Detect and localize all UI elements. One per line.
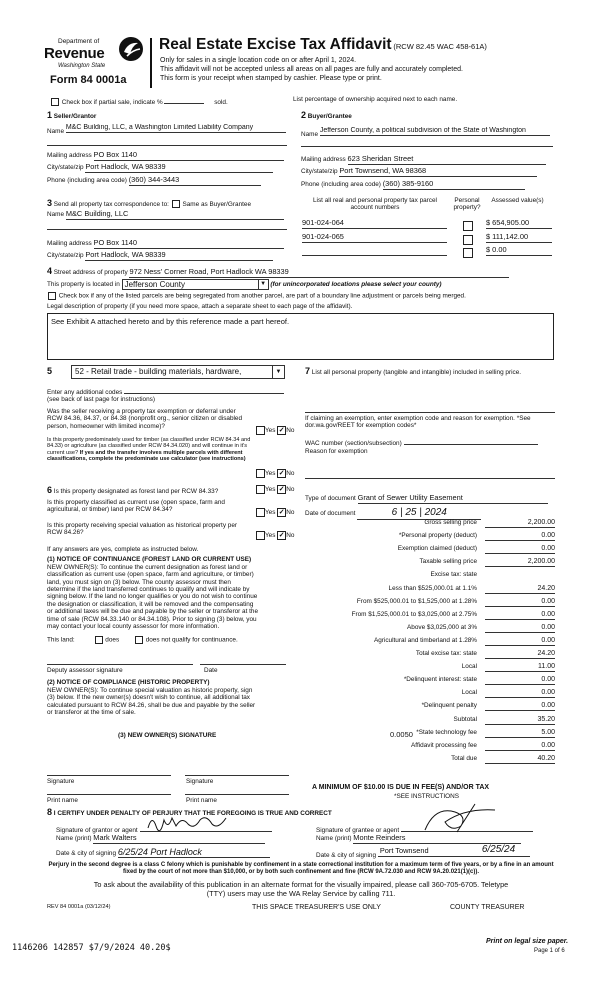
tax-row: [305, 702, 555, 713]
current-use-question: Is this property classified as current use (open space, farm and agricultural, or timber) land per RCW 84.34?: [47, 499, 225, 514]
grantee-signature-scribble: [405, 802, 515, 834]
tax-row: [305, 716, 555, 727]
correspondence-extra-line: [47, 229, 287, 230]
form-title-text: Real Estate Excise Tax Affidavit: [159, 36, 392, 53]
document-type-field[interactable]: Grant of Sewer Utility Easement: [358, 494, 548, 504]
tax-row-label: Less than $525,000.01 at 1.1%: [388, 584, 477, 592]
county-note: (for unincorporated locations please select your county): [270, 281, 442, 289]
seller-phone-field[interactable]: (360) 344-3443: [129, 176, 261, 186]
parcel-row: [302, 246, 552, 257]
current-use-no-checkbox[interactable]: ✓: [278, 509, 285, 516]
tax-row-value[interactable]: 0.00: [485, 702, 555, 711]
tax-row-value[interactable]: 0.00: [485, 742, 555, 751]
tax-row-label: Exemption claimed (deduct): [397, 545, 477, 553]
new-owner-signature-label: Signature: [47, 778, 75, 785]
buyer-mail-row: Mailing address 623 Sheridan Street: [301, 155, 553, 165]
tax-row-label: Gross selling price: [424, 519, 477, 526]
tax-row: [305, 558, 555, 569]
grantee-name-row: Name (print) Monte Reinders: [316, 834, 556, 844]
tax-row: [305, 545, 555, 556]
seller-city-row: City/state/zip Port Hadlock, WA 98339: [47, 163, 287, 173]
tax-row: [305, 611, 555, 622]
buyer-name-field[interactable]: Jefferson County, a political subdivision of the State of Washington: [320, 127, 550, 136]
tax-row-label: Subtotal: [453, 715, 477, 723]
tax-row-value[interactable]: 0.00: [485, 611, 555, 620]
dor-emblem-icon: [118, 36, 144, 62]
assessed-value-field[interactable]: $ 0.00: [486, 246, 552, 256]
deputy-signature-line: [47, 664, 193, 665]
assessed-value-field[interactable]: $ 111,142.00: [486, 233, 552, 243]
parcel-row: [302, 233, 552, 244]
exemption-question: Was the seller receiving a property tax exemption or deferral under RCW 84.36, 84.37, or 84.38 (nonprofit org., senior citizen or disabled person, homeowner with limited income)?: [47, 408, 243, 430]
current-use-yes-no: Yes ✓ No: [256, 508, 294, 517]
header-line-2: This affidavit will not be accepted unless all areas on all pages are fully and accurately completed.: [160, 66, 463, 73]
ownership-note: List percentage of ownership acquired next to each name.: [293, 96, 458, 103]
new-owner-print-line-2: [185, 794, 289, 795]
tax-row-label: Affidavit processing fee: [411, 741, 477, 749]
tax-row-label: Excise tax: state: [430, 571, 477, 579]
tax-row-value[interactable]: 2,200.00: [485, 519, 555, 528]
timber-no-checkbox[interactable]: ✓: [278, 470, 285, 477]
additional-codes-note: (see back of last page for instructions): [47, 396, 155, 403]
alt-format-line-2: (TTY) users may use the WA Relay Service by calling 711.: [206, 889, 396, 898]
seller-mail-field[interactable]: PO Box 1140: [94, 151, 284, 161]
tax-row-value[interactable]: 0.00: [485, 624, 555, 633]
new-owner-signature-line-1: [47, 775, 171, 776]
street-address-row: 4 Street address of property 972 Ness' Corner Road, Port Hadlock WA 98339: [47, 266, 552, 278]
exemption-reason-line: [305, 478, 555, 479]
assessed-col-header: Assessed value(s): [491, 197, 544, 204]
exemption-no-checkbox[interactable]: ✓: [278, 427, 285, 434]
personal-property-checkbox[interactable]: [463, 221, 473, 231]
parcel-number-field[interactable]: 901-024-064: [302, 219, 447, 229]
timber-question: Is this property predominately used for timber (as classified under RCW 84.34 and 84.33) or agriculture (as classified under RCW 84.34.020) and will continue in it's current use? If yes and the transfer involves multiple parcels with different classifications, complete the predominate use calculator (see instructions): [47, 437, 251, 463]
seller-extra-line: [47, 145, 287, 146]
buyer-phone-field[interactable]: (360) 385-9160: [383, 180, 525, 190]
buyer-city-field[interactable]: Port Townsend, WA 98368: [339, 167, 537, 177]
partial-sale-sold: sold.: [214, 99, 228, 106]
correspondence-heading: 3 Send all property tax correspondence to: Same as Buyer/Grantee: [47, 198, 252, 208]
grantee-signature-row: Signature of grantee or agent: [316, 822, 556, 834]
parcel-number-field[interactable]: [302, 246, 447, 256]
grantor-date-field[interactable]: 6/25/24 Port Hadlock: [118, 847, 270, 858]
tax-row: [305, 742, 555, 753]
parcel-number-field[interactable]: 901-024-065: [302, 233, 447, 243]
grantee-city-text: Port Townsend: [379, 846, 429, 855]
minimum-due-notice: A MINIMUM OF $10.00 IS DUE IN FEE(S) AND/OR TAX: [312, 784, 490, 791]
correspondence-mail-field[interactable]: PO Box 1140: [94, 239, 284, 249]
historic-question: Is this property receiving special valuation as historical property per RCW 84.26?: [47, 522, 238, 537]
timber-yes-checkbox[interactable]: [256, 469, 265, 478]
tax-calculation-table: [305, 519, 555, 769]
grantee-name-field[interactable]: Monte Reinders: [353, 834, 521, 844]
seller-heading: 1 Seller/Grantor: [47, 110, 97, 120]
tax-row-value[interactable]: 0.00: [485, 545, 555, 554]
historic-yes-no: Yes ✓ No: [256, 531, 294, 540]
wac-number-field[interactable]: [404, 437, 538, 445]
legal-description-label: Legal description of property (if you need more space, attach a separate sheet to each page of the affidavit).: [47, 303, 353, 310]
tax-row: [305, 663, 555, 674]
correspondence-name-row: Name M&C Building, LLC: [47, 210, 287, 220]
certify-statement: 8 I CERTIFY UNDER PENALTY OF PERJURY THAT THE FOREGOING IS TRUE AND CORRECT: [47, 807, 332, 817]
legal-description-text: See Exhibit A attached hereto and by this reference made a part hereof.: [51, 317, 290, 326]
this-land-row: This land: does does not qualify for continuance.: [47, 636, 238, 644]
tax-row-value[interactable]: 35.20: [485, 716, 555, 725]
county-treasurer-label: COUNTY TREASURER: [450, 904, 525, 911]
exemption-reason-label: Reason for exemption: [305, 448, 368, 455]
additional-codes-field[interactable]: [124, 386, 284, 394]
grantor-signature-field[interactable]: [140, 822, 272, 832]
correspondence-city-row: City/state/zip Port Hadlock, WA 98339: [47, 251, 287, 261]
county-select-value: Jefferson County: [124, 280, 185, 289]
partial-sale-checkbox[interactable]: [51, 98, 59, 106]
forest-question: 6 Is this property designated as forest land per RCW 84.33?: [47, 485, 219, 495]
chevron-down-icon: ▼: [258, 280, 268, 289]
treasurer-use-label: THIS SPACE TREASURER'S USE ONLY: [252, 904, 381, 911]
tax-row-label: Local: [461, 663, 477, 671]
personal-col-header: Personal property?: [453, 197, 481, 212]
tax-row-value[interactable]: 0.00: [485, 676, 555, 685]
forest-yes-checkbox[interactable]: [256, 485, 265, 494]
current-use-yes-checkbox[interactable]: [256, 508, 265, 517]
tax-row-value[interactable]: 24.20: [485, 650, 555, 659]
correspondence-city-field[interactable]: Port Hadlock, WA 98339: [85, 251, 273, 261]
correspondence-mail-row: Mailing address PO Box 1140: [47, 239, 287, 249]
tax-row-label: *Delinquent interest: state: [403, 676, 477, 684]
notice-compliance-title: (2) NOTICE OF COMPLIANCE (HISTORIC PROPERTY): [47, 679, 210, 686]
new-owner-signature-line-2: [185, 775, 289, 776]
grantor-date-row: Date & city of signing 6/25/24 Port Hadlock: [56, 847, 296, 858]
does-checkbox[interactable]: [95, 636, 103, 644]
section6-instructions: If any answers are yes, complete as instructed below.: [47, 546, 199, 553]
tax-row-value[interactable]: 0.00: [485, 689, 555, 698]
personal-property-question: 7 List all personal property (tangible and intangible) included in selling price.: [305, 366, 522, 376]
perjury-notice: Perjury in the second degree is a class C felony which is punishable by confinement in a state correctional institution for a maximum term of five years, or by a fine in an amount fixed by the court of not more than $10,000, or by both such confinement and fine (RCW 9A.72.030 and RCW 9A.20.021(1)(c)).: [48, 862, 554, 875]
seller-name-field[interactable]: M&C Building, LLC, a Washington Limited Liability Company: [66, 124, 286, 133]
notice-continuance-body: NEW OWNER(S): To continue the current designation as forest land or classification as current use (open space, farm and agriculture, or timber) land, you must sign on (3) below. The county assessor must then determine if the land transferred continues to qualify and will indicate by signing below. If the land no longer qualifies or you do not wish to continue the designation or classification, it will be removed and the compensating or additional taxes will be due and payable by the seller or transferor at the time of sale (RCW 84.33.140 or 84.34.108). Prior to signing (3) below, you may contact your local county assessor for more information.: [47, 564, 259, 630]
grantor-signature-scribble: [146, 812, 236, 832]
local-rate-field[interactable]: 0.0050: [390, 730, 413, 739]
form-title: [159, 36, 487, 54]
new-owner-print-line-1: [47, 794, 171, 795]
personal-property-line: [305, 412, 555, 413]
assessed-value-field[interactable]: $ 654,905.00: [486, 219, 552, 229]
grantee-date-row: Date & city of signing Port Townsend 6/25/24: [316, 847, 556, 859]
seller-phone-row: Phone (including area code) (360) 344-3443: [47, 176, 287, 186]
new-owner-print-label: Print name: [47, 797, 78, 804]
grantee-date-text: 6/25/24: [481, 844, 516, 855]
exemption-yes-checkbox[interactable]: [256, 426, 265, 435]
historic-no-checkbox[interactable]: ✓: [278, 532, 285, 539]
segregated-checkbox[interactable]: [48, 292, 56, 300]
document-date-row: Date of document 6 | 25 | 2024: [305, 507, 555, 520]
exemption-claim-label: If claiming an exemption, enter exemption code and reason for exemption. *See dor.wa.gov/REET for exemption codes*: [305, 415, 531, 430]
deputy-date-label: Date: [204, 667, 218, 674]
tax-row: [305, 729, 555, 740]
tax-row-value[interactable]: 0.00: [485, 637, 555, 646]
dor-dept-text: Department of: [58, 38, 100, 45]
partial-sale-label: Check box if partial sale, indicate %: [61, 99, 163, 106]
use-code-value: 52 - Retail trade - building materials, hardware,: [75, 367, 242, 376]
grantee-signature-field[interactable]: [401, 822, 533, 832]
deputy-signature-label: Deputy assessor signature: [47, 667, 123, 674]
partial-sale-percent-field[interactable]: [164, 96, 204, 104]
grantor-signature-row: Signature of grantor or agent: [56, 822, 296, 834]
tax-row-label: From $525,000.01 to $1,525,000 at 1.28%: [356, 597, 477, 605]
dor-revenue-text: Revenue: [44, 45, 105, 62]
parcel-col-header: List all real and personal property tax parcel account numbers: [313, 197, 437, 212]
buyer-city-row: City/state/zip Port Townsend, WA 98368: [301, 167, 553, 177]
header-line-1: Only for sales in a single location code on or after April 1, 2024.: [160, 57, 357, 64]
notice-continuance-title: (1) NOTICE OF CONTINUANCE (FOREST LAND OR CURRENT USE): [47, 556, 252, 563]
buyer-heading: 2 Buyer/Grantee: [301, 110, 352, 120]
use-code-select[interactable]: [71, 365, 285, 379]
tax-row: [305, 585, 555, 596]
partial-sale-row: [50, 96, 228, 106]
tax-row-label: From $1,525,000.01 to $3,025,000 at 2.75%: [351, 610, 477, 618]
tax-row-label: Total due: [451, 754, 477, 762]
tax-row-label: *Delinquent penalty: [421, 702, 477, 710]
correspondence-name-field[interactable]: M&C Building, LLC: [66, 210, 284, 220]
alt-format-line-1: To ask about the availability of this publication in an alternate format for the visually impaired, please call 360-705-6705. Teletype: [93, 880, 509, 889]
document-type-row: Type of document Grant of Sewer Utility Easement: [305, 494, 555, 504]
dor-state-text: Washington State: [58, 63, 106, 69]
legal-description-field[interactable]: [47, 313, 554, 360]
tax-row: [305, 571, 555, 582]
parcel-row: [302, 219, 552, 230]
county-row: This property is located in Jefferson County ▼ (for unincorporated locations please select your county): [47, 280, 442, 289]
new-owner-signature-title: (3) NEW OWNER(S) SIGNATURE: [118, 732, 217, 739]
see-instructions: *SEE INSTRUCTIONS: [394, 793, 459, 800]
county-select[interactable]: [122, 279, 269, 290]
tax-row-value[interactable]: 0.00: [485, 598, 555, 607]
form-title-cite: (RCW 82.45 WAC 458-61A): [393, 42, 487, 51]
treasurer-stamp: 1146206 142857 $7/9/2024 40.20$: [12, 943, 171, 953]
personal-property-checkbox[interactable]: [463, 248, 473, 258]
page-number: Page 1 of 6: [534, 948, 565, 954]
buyer-extra-line: [301, 146, 553, 147]
chevron-down-icon: ▼: [272, 366, 284, 378]
tax-row: [305, 598, 555, 609]
forest-no-checkbox[interactable]: ✓: [278, 486, 285, 493]
tax-row: [305, 624, 555, 635]
tax-row-label: Above $3,025,000 at 3%: [407, 623, 477, 631]
tax-row: [305, 755, 555, 766]
new-owner-signature-label: Signature: [186, 778, 214, 785]
grantor-name-row: Name (print) Mark Walters: [56, 834, 296, 844]
section5-num: 5: [47, 366, 53, 376]
seller-mail-row: Mailing address PO Box 1140: [47, 151, 287, 161]
tax-row: [305, 676, 555, 687]
segregated-row: Check box if any of the listed parcels are being segregated from another parcel, are part of a boundary line adjustment or parcels being merged.: [47, 292, 552, 300]
does-not-checkbox[interactable]: [135, 636, 143, 644]
tax-row-label: Agricultural and timberland at 1.28%: [373, 636, 477, 644]
tax-row: [305, 689, 555, 700]
tax-row-label: Total excise tax: state: [415, 650, 477, 657]
exemption-yes-no: Yes ✓ No: [256, 426, 294, 435]
tax-row-value[interactable]: 11.00: [485, 663, 555, 672]
print-legal-note: Print on legal size paper.: [486, 938, 569, 945]
tax-row-label: Taxable selling price: [419, 558, 477, 566]
revision-label: REV 84 0001a (03/12/24): [47, 904, 111, 910]
document-date-field[interactable]: 6 | 25 | 2024: [357, 507, 481, 520]
tax-row: [305, 637, 555, 648]
deputy-date-line: [200, 664, 286, 665]
notice-compliance-body: NEW OWNER(S): To continue special valuation as historic property, sign (3) below. If the new owner(s) doesn't wish to continue, all additional tax calculated pursuant to RCW 84.26, shall be due and payable by the seller or transferor at the time of sale.: [47, 687, 256, 717]
buyer-phone-row: Phone (including area code) (360) 385-9160: [301, 180, 553, 190]
seller-city-field[interactable]: Port Hadlock, WA 98339: [85, 163, 273, 173]
tax-row-value[interactable]: 40.20: [485, 755, 555, 764]
grantor-name-field[interactable]: Mark Walters: [93, 834, 265, 844]
tax-row: [305, 532, 555, 543]
seller-name-row: Name M&C Building, LLC, a Washington Limited Liability Company: [47, 124, 287, 135]
timber-yes-no: Yes ✓ No: [256, 469, 294, 478]
new-owner-print-label: Print name: [186, 797, 217, 804]
street-address-field[interactable]: 972 Ness' Corner Road, Port Hadlock WA 98339: [129, 268, 509, 278]
tax-row-value[interactable]: 0.00: [485, 532, 555, 541]
header-divider: [150, 38, 152, 88]
tax-row: [305, 519, 555, 530]
same-as-buyer-checkbox[interactable]: [172, 200, 180, 208]
form-number: Form 84 0001a: [50, 74, 127, 86]
tax-row: [305, 650, 555, 661]
header-line-3: This form is your receipt when stamped by cashier. Please type or print.: [160, 75, 382, 82]
tax-row-label: Local: [461, 689, 477, 697]
tax-row-label: *Personal property (deduct): [398, 532, 477, 540]
additional-codes-row: Enter any additional codes: [47, 386, 287, 396]
tax-row-value[interactable]: 2,200.00: [485, 558, 555, 567]
historic-yes-checkbox[interactable]: [256, 531, 265, 540]
tax-row-label: *State technology fee: [416, 728, 477, 736]
buyer-mail-field[interactable]: 623 Sheridan Street: [348, 155, 546, 165]
tax-row-value[interactable]: 5.00: [485, 729, 555, 738]
buyer-name-row: Name Jefferson County, a political subdivision of the State of Washington: [301, 127, 553, 138]
wac-row: WAC number (section/subsection): [305, 437, 555, 447]
personal-property-checkbox[interactable]: [463, 235, 473, 245]
forest-yes-no: Yes ✓ No: [256, 485, 294, 494]
tax-row-value[interactable]: 24.20: [485, 585, 555, 594]
